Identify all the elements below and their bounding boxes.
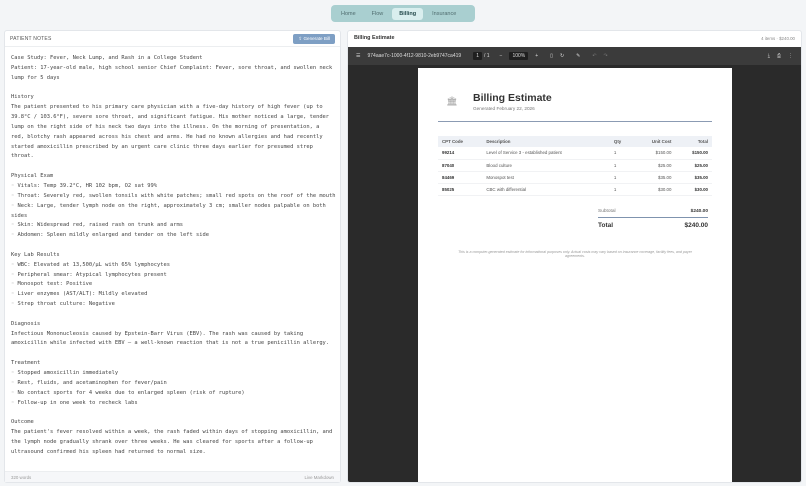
note-line: ◦ Strep throat culture: Negative (11, 301, 115, 308)
menu-icon[interactable]: ☰ (356, 53, 361, 59)
unit-cost: $150.00 (633, 147, 675, 159)
editor-mode: Live Markdown (304, 474, 334, 480)
note-line: ◦ Abdomen: Spleen mildly enlarged and tender on the left side (11, 232, 209, 239)
note-line: ◦ Follow-up in one week to recheck labs (11, 399, 138, 406)
print-icon[interactable]: ⎙ (776, 53, 781, 59)
redo-icon[interactable]: ↷ (603, 53, 608, 59)
fit-page-icon[interactable]: ▯ (550, 53, 553, 59)
note-line: ◦ Peripheral smear: Atypical lymphocytes present (11, 271, 167, 278)
tab-flow[interactable]: Flow (371, 10, 384, 17)
top-nav (331, 5, 475, 22)
unit-cost: $30.00 (633, 183, 675, 195)
note-line: Diagnosis (11, 320, 41, 327)
col-unit-cost: Unit Cost (633, 136, 675, 147)
note-line (11, 349, 334, 359)
note-line: ◦ Stopped amoxicillin immediately (11, 370, 119, 376)
table-row (438, 171, 712, 183)
note-line (11, 241, 334, 251)
note-line: Patient: 17-year-old male, high school senior Chief Complaint: Fever, sore throat, and swollen neck (11, 64, 333, 71)
generate-bill-button[interactable]: ⇪ Generate Bill (293, 34, 335, 44)
note-line: Treatment (11, 360, 41, 367)
tab-home[interactable]: Home (341, 10, 356, 17)
page-count: / 1 (483, 53, 490, 59)
note-line: The patient presented to his primary care physician with a five-day history of high fever (up to (11, 104, 323, 111)
zoom-input[interactable]: 100% (509, 52, 528, 60)
billing-table (438, 136, 712, 196)
note-line: History (11, 94, 34, 101)
patient-notes-panel (4, 30, 341, 483)
hospital-logo-icon: 🏛 (446, 96, 458, 106)
total-value: $240.00 (684, 221, 708, 229)
note-line: amoxicillin while infected with EBV — a well-known reaction that is not a true penicillin allergy. (11, 340, 330, 347)
qty: 1 (610, 159, 633, 171)
unit-cost: $25.00 (633, 159, 675, 171)
page-input[interactable]: 1 (473, 52, 482, 60)
subtotal-label: Subtotal (598, 208, 616, 214)
description: CBC with differential (482, 183, 610, 195)
note-line: ◦ Skin: Widespread red, raised rash on trunk and arms (11, 222, 184, 229)
note-line: started amoxicillin prescribed by an urgent care clinic three days earlier for presumed strep (11, 143, 313, 150)
note-line: 39.8°C / 103.6°F), severe sore throat, and significant fatigue. His mother noticed a large, tender (11, 114, 330, 121)
rotate-icon[interactable]: ↻ (559, 53, 565, 59)
tab-insurance[interactable]: Insurance (432, 10, 457, 17)
disclaimer: This is a computer-generated estimate for informational purposes only. Actual costs may vary based on insurance coverage, facility fees, and payer agreements. (458, 249, 692, 258)
note-line: lump for 5 days (11, 74, 60, 81)
billing-summary: 4 items · $240.00 (761, 35, 795, 41)
note-line (11, 84, 334, 94)
qty: 1 (610, 171, 633, 183)
note-line: Physical Exam (11, 173, 54, 180)
note-line: ◦ Throat: Severely red, swollen tonsils with white patches; small red spots on the roof of the mouth (11, 192, 336, 199)
unit-cost: $35.00 (633, 171, 675, 183)
word-count: 320 words (11, 474, 32, 480)
undo-icon[interactable]: ↶ (592, 53, 597, 59)
zoom-out-icon[interactable]: − (499, 53, 503, 59)
cpt-code: 85025 (438, 183, 482, 195)
panel-title: PATIENT NOTES (10, 35, 52, 42)
qty: 1 (610, 183, 633, 195)
note-line: ◦ Rest, fluids, and acetaminophen for fever/pain (11, 379, 167, 386)
note-line: Key Lab Results (11, 251, 60, 258)
line-total: $35.00 (675, 171, 712, 183)
download-icon[interactable]: ⤓ (767, 53, 770, 59)
note-line: Case Study: Fever, Neck Lump, and Rash in a College Student (11, 55, 203, 61)
note-line (11, 162, 334, 172)
note-line (11, 408, 334, 418)
tab-billing[interactable]: Billing (392, 8, 423, 20)
note-line: ◦ Vitals: Temp 39.2°C, HR 102 bpm, O2 sat 99% (11, 182, 158, 189)
note-line: Outcome (11, 419, 34, 426)
description: Level of Service 3 - established patient (482, 147, 610, 159)
cpt-code: 99214 (438, 147, 482, 159)
table-row (438, 159, 712, 171)
pdf-viewer (348, 65, 801, 482)
pdf-page (418, 68, 732, 483)
more-icon[interactable]: ⋮ (788, 53, 793, 59)
cpt-code: 87040 (438, 159, 482, 171)
pdf-filename: 974aae7c-1000-4f12-9810-2eb9747ca419 (367, 53, 462, 59)
pdf-toolbar (348, 47, 801, 65)
zoom-in-icon[interactable]: + (535, 53, 539, 59)
line-total: $30.00 (675, 183, 712, 195)
note-line: throat. (11, 153, 34, 160)
note-line: ◦ WBC: Elevated at 13,500/µL with 65% lymphocytes (11, 261, 171, 268)
col-total: Total (675, 136, 712, 147)
note-line: ◦ Monospot test: Positive (11, 281, 93, 288)
billing-panel (347, 30, 802, 483)
note-line: lump on the right side of his neck two days into the illness. On the morning of presentation, a (11, 123, 320, 130)
note-line: The patient's fever resolved within a week, the rash faded within days of stopping amoxicillin, and (11, 429, 333, 436)
line-total: $25.00 (675, 159, 712, 171)
table-row (438, 183, 712, 195)
generated-date: Generated February 22, 2026 (473, 106, 535, 111)
document-title: Billing Estimate (473, 92, 552, 104)
qty: 1 (610, 147, 633, 159)
description: Monospot test (482, 171, 610, 183)
note-line: Infectious Mononucleosis caused by Epstein-Barr Virus (EBV). The rash was caused by taking (11, 330, 304, 337)
notes-editor[interactable] (5, 47, 340, 465)
note-line: red, blotchy rash appeared across his chest and arms. He had no known allergies and had recently (11, 133, 323, 140)
note-line: ◦ No contact sports for 4 weeks due to enlarged spleen (risk of rupture) (11, 389, 245, 396)
note-line: sides (11, 212, 28, 219)
subtotal-value: $240.00 (690, 208, 708, 214)
col-cpt: CPT Code (438, 136, 482, 147)
total-label: Total (598, 221, 614, 229)
table-row (438, 147, 712, 159)
note-line: ultrasound confirmed his spleen had returned to normal size. (11, 448, 206, 455)
note-line: ◦ Liver enzymes (AST/ALT): Mildly elevated (11, 291, 148, 298)
col-description: Description (482, 136, 610, 147)
note-line: the lymph node gradually shrank over three weeks. He was cleared for sports after a follow-up (11, 438, 313, 445)
line-total: $150.00 (675, 147, 712, 159)
panel-title: Billing Estimate (354, 35, 395, 41)
note-line: ◦ Neck: Large, tender lymph node on the right, approximately 3 cm; smaller nodes palpable on both (11, 202, 326, 209)
note-line (11, 310, 334, 320)
annotate-icon[interactable]: ✎ (576, 53, 581, 59)
cpt-code: 84469 (438, 171, 482, 183)
col-qty: Qty (610, 136, 633, 147)
description: Blood culture (482, 159, 610, 171)
